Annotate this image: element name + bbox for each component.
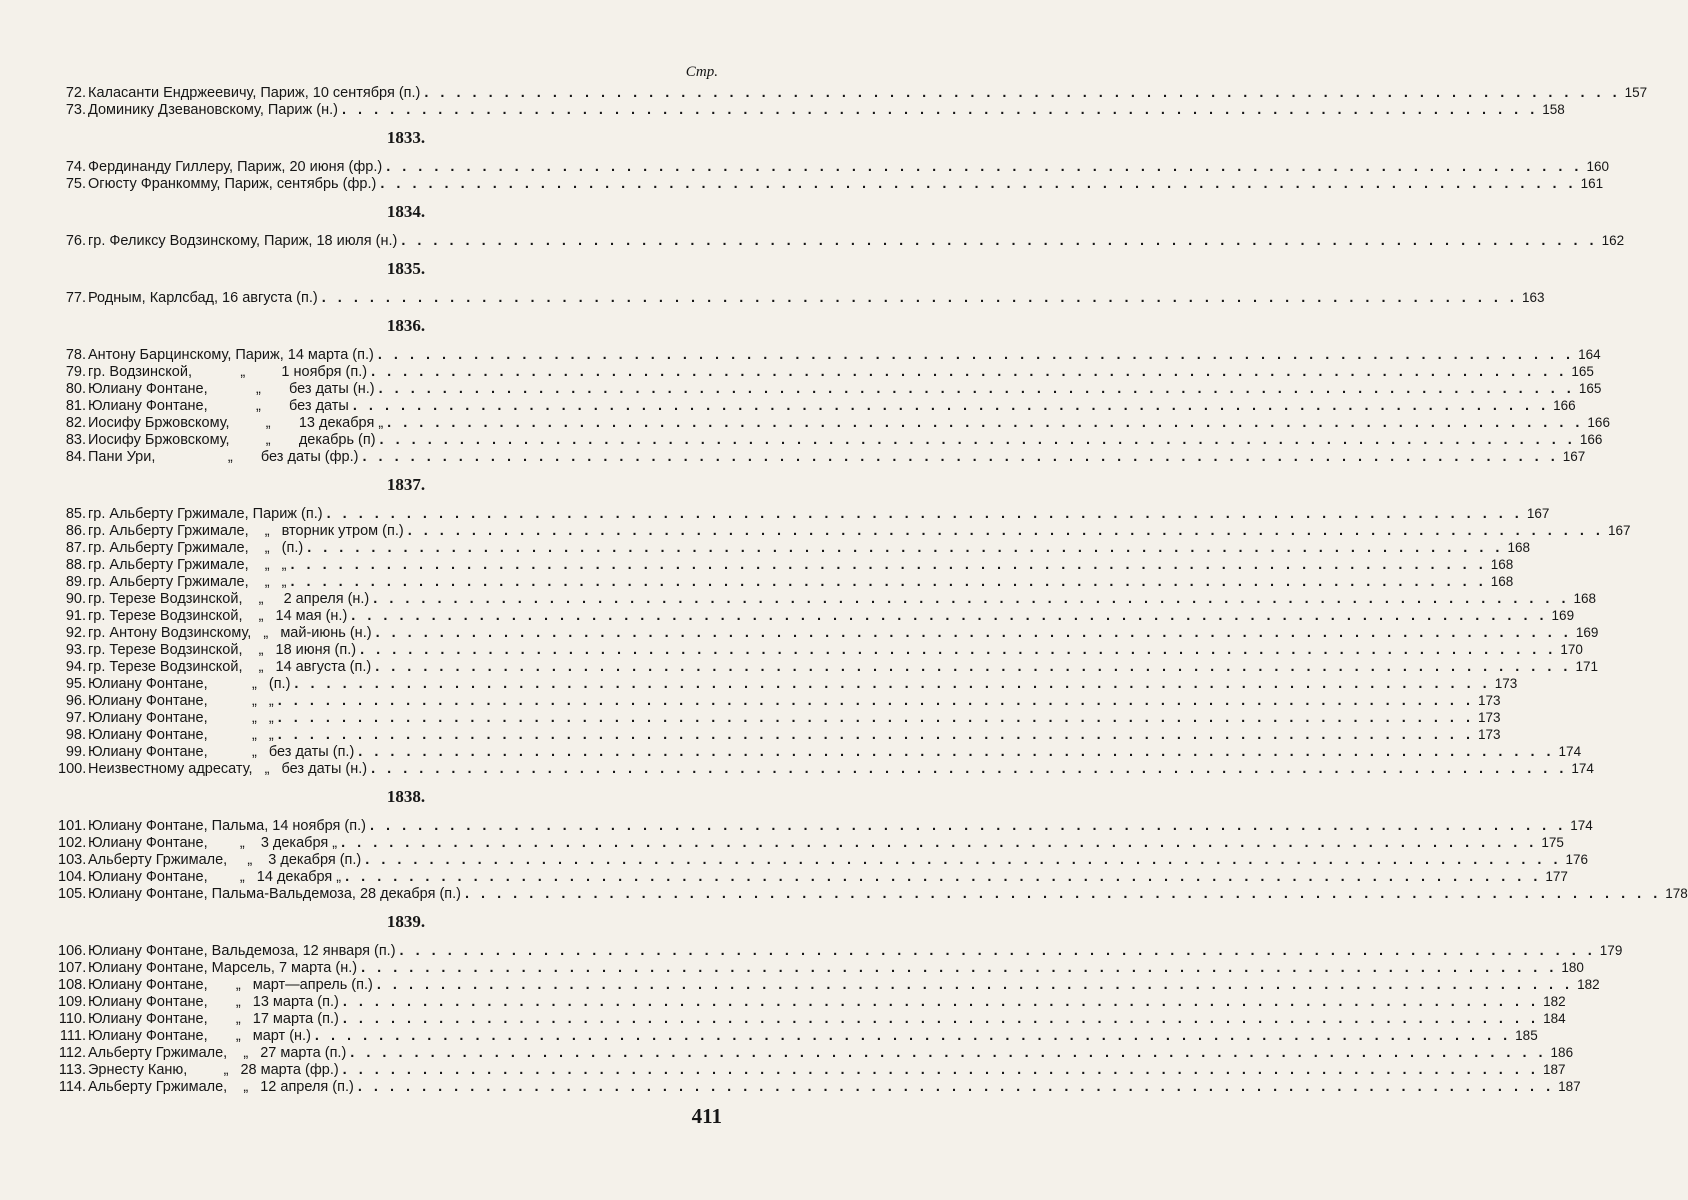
entry-page: 182 bbox=[1543, 994, 1566, 1009]
toc-entry bbox=[65, 726, 1501, 743]
toc-body bbox=[58, 84, 1688, 1095]
page-number: 411 bbox=[691, 1104, 722, 1128]
entry-title: Юлиану Фонтане, „ без даты bbox=[88, 398, 349, 414]
toc-entry bbox=[65, 232, 1625, 249]
entry-page: 161 bbox=[1580, 176, 1604, 191]
toc-entry bbox=[65, 539, 1530, 556]
leader-dots bbox=[360, 642, 1556, 659]
entry-title: Юлиану Фонтане, „ „ bbox=[88, 710, 274, 726]
entry-number: 89. bbox=[65, 574, 86, 590]
toc-entry bbox=[65, 289, 1545, 306]
page-column-header: Стр. bbox=[685, 64, 718, 80]
entry-title: гр. Терезе Водзинской, „ 14 мая (н.) bbox=[88, 608, 348, 624]
entry-number: 72. bbox=[65, 85, 86, 101]
leader-dots bbox=[278, 727, 1474, 744]
entry-page: 186 bbox=[1550, 1045, 1574, 1060]
toc-entry bbox=[65, 84, 1648, 101]
toc-entry bbox=[58, 942, 1623, 959]
entry-page: 173 bbox=[1477, 693, 1501, 708]
entry-title: гр. Терезе Водзинской, „ 14 августа (п.) bbox=[88, 659, 372, 675]
entry-number: 76. bbox=[65, 233, 86, 249]
entry-number: 82. bbox=[65, 415, 86, 431]
entry-page: 173 bbox=[1477, 727, 1501, 742]
entry-title: Юлиану Фонтане, „ 13 марта (п.) bbox=[88, 994, 339, 1010]
year-heading: 1838. bbox=[386, 787, 426, 806]
entry-number: 80. bbox=[65, 381, 86, 397]
leader-dots bbox=[290, 574, 1486, 591]
entry-number: 104. bbox=[58, 869, 87, 885]
entry-number: 105. bbox=[58, 886, 87, 902]
entry-number: 93. bbox=[65, 642, 86, 658]
entry-page: 175 bbox=[1541, 835, 1564, 850]
entry-title: Альберту Гржимале, „ 27 марта (п.) bbox=[88, 1045, 347, 1061]
toc-entry bbox=[65, 397, 1576, 414]
toc-entry bbox=[58, 834, 1564, 851]
toc-entry bbox=[65, 624, 1599, 641]
entry-number: 97. bbox=[65, 710, 86, 726]
entry-page: 166 bbox=[1553, 398, 1576, 413]
entry-number: 73. bbox=[65, 102, 86, 118]
toc-entry bbox=[58, 868, 1568, 885]
entry-title: Иосифу Бржовскому, „ декабрь (п) bbox=[88, 432, 376, 448]
entry-number: 107. bbox=[58, 960, 87, 976]
toc-entry bbox=[65, 505, 1550, 522]
entry-number: 106. bbox=[58, 943, 87, 959]
entry-title: гр. Альберту Гржимале, „ „ bbox=[88, 557, 287, 573]
leader-dots bbox=[343, 1011, 1539, 1028]
entry-title: гр. Альберту Гржимале, „ „ bbox=[88, 574, 287, 590]
entry-number: 86. bbox=[65, 523, 86, 539]
toc-entry bbox=[65, 743, 1582, 760]
leader-dots bbox=[377, 977, 1573, 994]
table-of-contents bbox=[58, 60, 1688, 1095]
leader-dots bbox=[373, 591, 1569, 608]
toc-entry bbox=[58, 976, 1600, 993]
entry-page: 174 bbox=[1570, 818, 1593, 833]
entry-page: 173 bbox=[1477, 710, 1501, 725]
entry-title: Каласанти Ендржеевичу, Париж, 10 сентября (п.) bbox=[88, 85, 421, 101]
toc-entry bbox=[65, 431, 1603, 448]
entry-page: 162 bbox=[1601, 233, 1625, 248]
toc-entry bbox=[65, 101, 1565, 118]
entry-page: 160 bbox=[1586, 159, 1609, 174]
leader-dots bbox=[379, 381, 1575, 398]
leader-dots bbox=[380, 432, 1576, 449]
entry-page: 167 bbox=[1607, 523, 1631, 538]
entry-number: 101. bbox=[58, 818, 87, 834]
entry-number: 84. bbox=[65, 449, 86, 465]
entry-title: Юлиану Фонтане, „ без даты (н.) bbox=[88, 381, 375, 397]
leader-dots bbox=[376, 625, 1572, 642]
entry-number: 79. bbox=[65, 364, 86, 380]
toc-entry bbox=[65, 607, 1575, 624]
entry-title: гр. Водзинской, „ 1 ноября (п.) bbox=[88, 364, 368, 380]
entry-title: Юлиану Фонтане, „ март (н.) bbox=[88, 1028, 311, 1044]
entry-number: 114. bbox=[58, 1079, 86, 1095]
entry-title: Юлиану Фонтане, „ 14 декабря „ bbox=[88, 869, 342, 885]
leader-dots bbox=[307, 540, 1503, 557]
toc-entry bbox=[65, 414, 1610, 431]
leader-dots bbox=[290, 557, 1486, 574]
leader-dots bbox=[387, 415, 1583, 432]
entry-page: 158 bbox=[1542, 102, 1565, 117]
leader-dots bbox=[343, 1062, 1539, 1079]
entry-number: 75. bbox=[65, 176, 86, 192]
entry-title: Юлиану Фонтане, „ без даты (п.) bbox=[88, 744, 355, 760]
entry-title: Огюсту Франкомму, Париж, сентябрь (фр.) bbox=[88, 176, 377, 192]
entry-number: 96. bbox=[65, 693, 86, 709]
toc-entry bbox=[65, 346, 1601, 363]
leader-dots bbox=[378, 347, 1574, 364]
leader-dots bbox=[343, 994, 1539, 1011]
leader-dots bbox=[375, 659, 1571, 676]
toc-entry bbox=[58, 1061, 1566, 1078]
year-heading: 1836. bbox=[386, 316, 426, 335]
year-heading: 1834. bbox=[386, 202, 426, 221]
entry-title: гр. Альберту Гржимале, Париж (п.) bbox=[88, 506, 323, 522]
entry-page: 167 bbox=[1526, 506, 1550, 521]
entry-title: Альберту Гржимале, „ 3 декабря (п.) bbox=[88, 852, 362, 868]
leader-dots bbox=[350, 1045, 1546, 1062]
entry-page: 168 bbox=[1490, 574, 1514, 589]
toc-entry bbox=[59, 1027, 1538, 1044]
entry-number: 103. bbox=[58, 852, 87, 868]
entry-number: 85. bbox=[65, 506, 86, 522]
entry-title: Юлиану Фонтане, „ март—апрель (п.) bbox=[88, 977, 373, 993]
entry-title: Юлиану Фонтане, „ 3 декабря „ bbox=[88, 835, 338, 851]
toc-entry bbox=[65, 573, 1514, 590]
entry-title: гр. Альберту Гржимале, „ (п.) bbox=[88, 540, 304, 556]
leader-dots bbox=[371, 761, 1567, 778]
toc-entry bbox=[65, 448, 1586, 465]
entry-title: Фердинанду Гиллеру, Париж, 20 июня (фр.) bbox=[88, 159, 383, 175]
leader-dots bbox=[278, 710, 1474, 727]
entry-number: 87. bbox=[65, 540, 86, 556]
toc-entry bbox=[65, 692, 1501, 709]
toc-entry bbox=[58, 1078, 1581, 1095]
entry-title: Юлиану Фонтане, „ „ bbox=[88, 693, 274, 709]
entry-title: Иосифу Бржовскому, „ 13 декабря „ bbox=[88, 415, 384, 431]
entry-page: 177 bbox=[1545, 869, 1568, 884]
entry-page: 157 bbox=[1624, 85, 1648, 100]
leader-dots bbox=[380, 176, 1576, 193]
toc-entry bbox=[65, 641, 1583, 658]
toc-entry bbox=[58, 993, 1566, 1010]
leader-dots bbox=[358, 1079, 1554, 1096]
entry-title: Юлиану Фонтане, Пальма-Вальдемоза, 28 декабря (п.) bbox=[88, 886, 461, 902]
entry-page: 170 bbox=[1560, 642, 1583, 657]
entry-page: 166 bbox=[1587, 415, 1610, 430]
entry-page: 174 bbox=[1558, 744, 1582, 759]
entry-number: 92. bbox=[65, 625, 86, 641]
entry-number: 95. bbox=[65, 676, 86, 692]
leader-dots bbox=[345, 869, 1541, 886]
year-heading: 1833. bbox=[386, 128, 426, 147]
entry-title: гр. Терезе Водзинской, „ 2 апреля (н.) bbox=[88, 591, 370, 607]
entry-number: 88. bbox=[65, 557, 86, 573]
entry-page: 185 bbox=[1515, 1028, 1538, 1043]
entry-title: гр. Терезе Водзинской, „ 18 июня (п.) bbox=[88, 642, 357, 658]
toc-entry bbox=[65, 522, 1631, 539]
entry-number: 113. bbox=[58, 1062, 86, 1078]
entry-title: Юлиану Фонтане, Вальдемоза, 12 января (п.) bbox=[88, 943, 396, 959]
entry-title: гр. Антону Водзинскому, „ май-июнь (н.) bbox=[88, 625, 372, 641]
entry-number: 91. bbox=[65, 608, 86, 624]
toc-entry bbox=[65, 658, 1598, 675]
toc-entry bbox=[58, 851, 1589, 868]
leader-dots bbox=[400, 943, 1596, 960]
entry-number: 112. bbox=[58, 1045, 86, 1061]
entry-title: гр. Альберту Гржимале, „ вторник утром (п.) bbox=[88, 523, 404, 539]
entry-number: 78. bbox=[65, 347, 86, 363]
toc-entry bbox=[65, 363, 1594, 380]
toc-entry bbox=[65, 590, 1597, 607]
entry-page: 179 bbox=[1599, 943, 1623, 958]
leader-dots bbox=[386, 159, 1582, 176]
entry-page: 166 bbox=[1579, 432, 1603, 447]
entry-title: Юлиану Фонтане, „ „ bbox=[88, 727, 274, 743]
entry-title: Альберту Гржимале, „ 12 апреля (п.) bbox=[88, 1079, 354, 1095]
entry-number: 81. bbox=[65, 398, 86, 414]
entry-number: 102. bbox=[58, 835, 87, 851]
entry-page: 180 bbox=[1561, 960, 1584, 975]
entry-title: Неизвестному адресату, „ без даты (н.) bbox=[88, 761, 368, 777]
entry-page: 168 bbox=[1507, 540, 1530, 555]
entry-number: 90. bbox=[65, 591, 86, 607]
toc-entry bbox=[58, 959, 1584, 976]
entry-number: 94. bbox=[65, 659, 86, 675]
leader-dots bbox=[371, 364, 1567, 381]
entry-title: Юлиану Фонтане, „ 17 марта (п.) bbox=[88, 1011, 339, 1027]
entry-title: гр. Феликсу Водзинскому, Париж, 18 июля (н.) bbox=[88, 233, 398, 249]
entry-page: 164 bbox=[1578, 347, 1601, 362]
year-heading: 1839. bbox=[386, 912, 426, 931]
entry-number: 111. bbox=[59, 1028, 86, 1044]
entry-number: 77. bbox=[65, 290, 86, 306]
entry-page: 184 bbox=[1543, 1011, 1566, 1026]
entry-number: 108. bbox=[58, 977, 87, 993]
toc-entry bbox=[65, 675, 1518, 692]
entry-title: Родным, Карлсбад, 16 августа (п.) bbox=[88, 290, 318, 306]
toc-entry bbox=[58, 1010, 1566, 1027]
entry-page: 165 bbox=[1578, 381, 1602, 396]
toc-entry bbox=[65, 709, 1501, 726]
entry-page: 168 bbox=[1490, 557, 1514, 572]
toc-entry bbox=[58, 1044, 1574, 1061]
leader-dots bbox=[361, 960, 1557, 977]
entry-title: Юлиану Фонтане, Пальма, 14 ноября (п.) bbox=[88, 818, 366, 834]
leader-dots bbox=[327, 506, 1523, 523]
leader-dots bbox=[351, 608, 1547, 625]
entry-number: 100. bbox=[58, 761, 87, 777]
entry-title: Пани Ури, „ без даты (фр.) bbox=[88, 449, 359, 465]
leader-dots bbox=[294, 676, 1490, 693]
leader-dots bbox=[358, 744, 1554, 761]
entry-page: 169 bbox=[1575, 625, 1599, 640]
toc-entry bbox=[65, 158, 1609, 175]
leader-dots bbox=[341, 835, 1537, 852]
entry-number: 99. bbox=[65, 744, 86, 760]
entry-page: 165 bbox=[1571, 364, 1594, 379]
entry-number: 83. bbox=[65, 432, 86, 448]
leader-dots bbox=[424, 85, 1620, 102]
toc-entry bbox=[65, 380, 1602, 397]
entry-page: 167 bbox=[1562, 449, 1586, 464]
entry-page: 178 bbox=[1665, 886, 1688, 901]
entry-page: 171 bbox=[1575, 659, 1598, 674]
entry-page: 173 bbox=[1494, 676, 1518, 691]
year-heading: 1835. bbox=[386, 259, 426, 278]
leader-dots bbox=[365, 852, 1561, 869]
entry-page: 182 bbox=[1577, 977, 1600, 992]
entry-title: Антону Барцинскому, Париж, 14 марта (п.) bbox=[88, 347, 374, 363]
entry-page: 174 bbox=[1571, 761, 1594, 776]
leader-dots bbox=[353, 398, 1549, 415]
leader-dots bbox=[278, 693, 1474, 710]
entry-page: 168 bbox=[1573, 591, 1597, 606]
leader-dots bbox=[315, 1028, 1511, 1045]
year-heading: 1837. bbox=[386, 475, 426, 494]
leader-dots bbox=[322, 290, 1518, 307]
toc-entry bbox=[65, 175, 1604, 192]
entry-page: 176 bbox=[1565, 852, 1589, 867]
toc-entry bbox=[58, 817, 1593, 834]
entry-page: 187 bbox=[1542, 1062, 1566, 1077]
toc-entry bbox=[58, 760, 1594, 777]
leader-dots bbox=[370, 818, 1566, 835]
entry-title: Юлиану Фонтане, Марсель, 7 марта (н.) bbox=[88, 960, 358, 976]
entry-title: Доминику Дзевановскому, Париж (н.) bbox=[88, 102, 338, 118]
entry-title: Эрнесту Каню, „ 28 марта (фр.) bbox=[88, 1062, 339, 1078]
entry-number: 98. bbox=[65, 727, 86, 743]
entry-page: 187 bbox=[1558, 1079, 1581, 1094]
entry-title: Юлиану Фонтане, „ (п.) bbox=[88, 676, 291, 692]
entry-number: 110. bbox=[58, 1011, 86, 1027]
entry-number: 109. bbox=[58, 994, 87, 1010]
leader-dots bbox=[362, 449, 1558, 466]
leader-dots bbox=[342, 102, 1538, 119]
leader-dots bbox=[401, 233, 1597, 250]
leader-dots bbox=[408, 523, 1604, 540]
toc-entry bbox=[65, 556, 1514, 573]
entry-page: 169 bbox=[1551, 608, 1575, 623]
toc-entry bbox=[58, 885, 1688, 902]
leader-dots bbox=[465, 886, 1661, 903]
entry-number: 74. bbox=[65, 159, 86, 175]
entry-page: 163 bbox=[1521, 290, 1545, 305]
